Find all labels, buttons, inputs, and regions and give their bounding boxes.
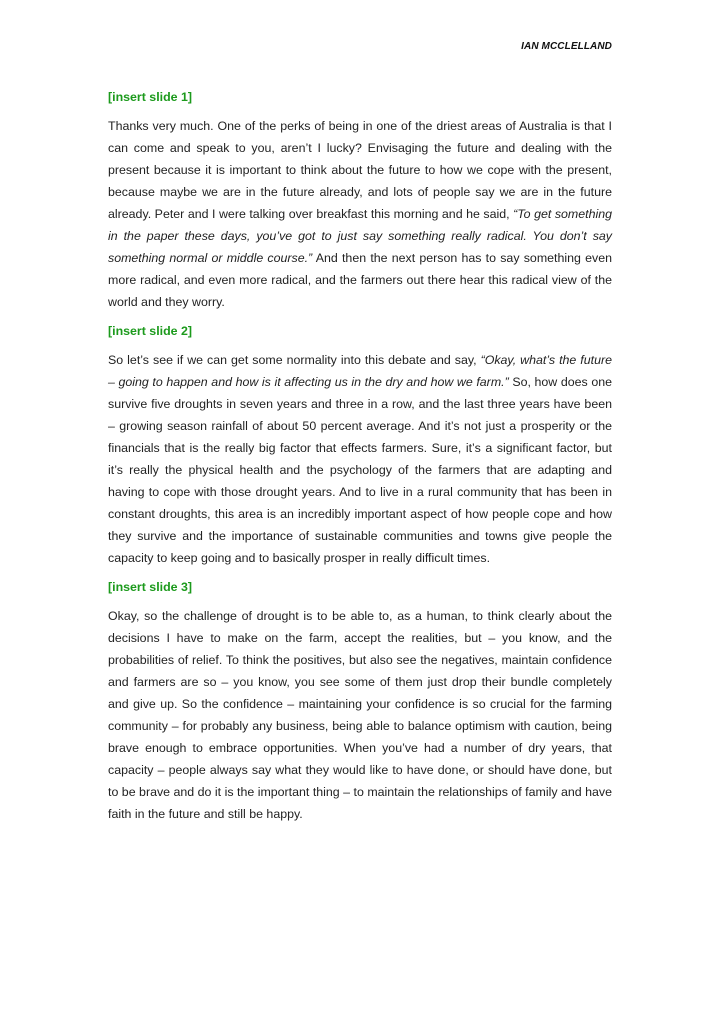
paragraph-1	[108, 115, 612, 313]
slide-marker-2: [insert slide 2]	[108, 324, 193, 338]
slide-marker-3: [insert slide 3]	[108, 580, 193, 594]
paragraph-2	[108, 349, 612, 569]
paragraph-2-text-b: So, how does one survive five droughts in seven years and three in a row, and the last three years have been – growing season rainfall of about 50 percent average. And it’s not just a prosperity or the financials that is the really big factor that effects farmers. Sure, it’s a significant factor, but it’s really the physical health and the psychology of the farmers that are adapting and having to cope with those drought years. And to live in a rural community that has been in constant droughts, this area is an incredibly important aspect of how people cope and how they survive and the importance of sustainable communities and towns give people the capacity to keep going and to basically prosper in really difficult times.	[108, 375, 613, 565]
document-body	[108, 86, 612, 832]
paragraph-2-quote: “Okay, what’s the future – going to happen and how is it affecting us in the dry and how we farm.”	[108, 353, 612, 389]
paragraph-2-text-a: So let’s see if we can get some normality into this debate and say,	[108, 353, 481, 367]
page-header-author: IAN MCCLELLAND	[521, 41, 612, 52]
slide-marker-1: [insert slide 1]	[108, 90, 193, 104]
paragraph-3: Okay, so the challenge of drought is to be able to, as a human, to think clearly about the decisions I have to make on the farm, accept the realities, but – you know, and the probabilities of relief. To think the positives, but also see the negatives, maintain confidence and farmers are so – you know, you see some of them just drop their bundle completely and give up. So the confidence – maintaining your confidence is so crucial for the farming community – for probably any business, being able to balance optimism with caution, being brave enough to embrace opportunities. When you’ve had a number of dry years, that capacity – people always say what they would like to have done, or should have done, but to be brave and do it is the important thing – to maintain the relationships of family and have faith in the future and still be happy.	[108, 609, 612, 821]
paragraph-1-text-b: And then the next person has to say something even more radical, and even more radical, and the farmers out there hear this radical view of the world and they worry.	[108, 251, 612, 309]
paragraph-1-text-a: Thanks very much. One of the perks of being in one of the driest areas of Australia is that I can come and speak to you, aren’t I lucky? Envisaging the future and dealing with the present because it is important to think about the future to how we cope with the present, because maybe we are in the future already, and lots of people say we are in the future already. Peter and I were talking over breakfast this morning and he said,	[108, 119, 612, 221]
paragraph-1-quote: “To get something in the paper these days, you’ve got to just say something really radical. You don’t say something normal or middle course.”	[108, 207, 612, 265]
